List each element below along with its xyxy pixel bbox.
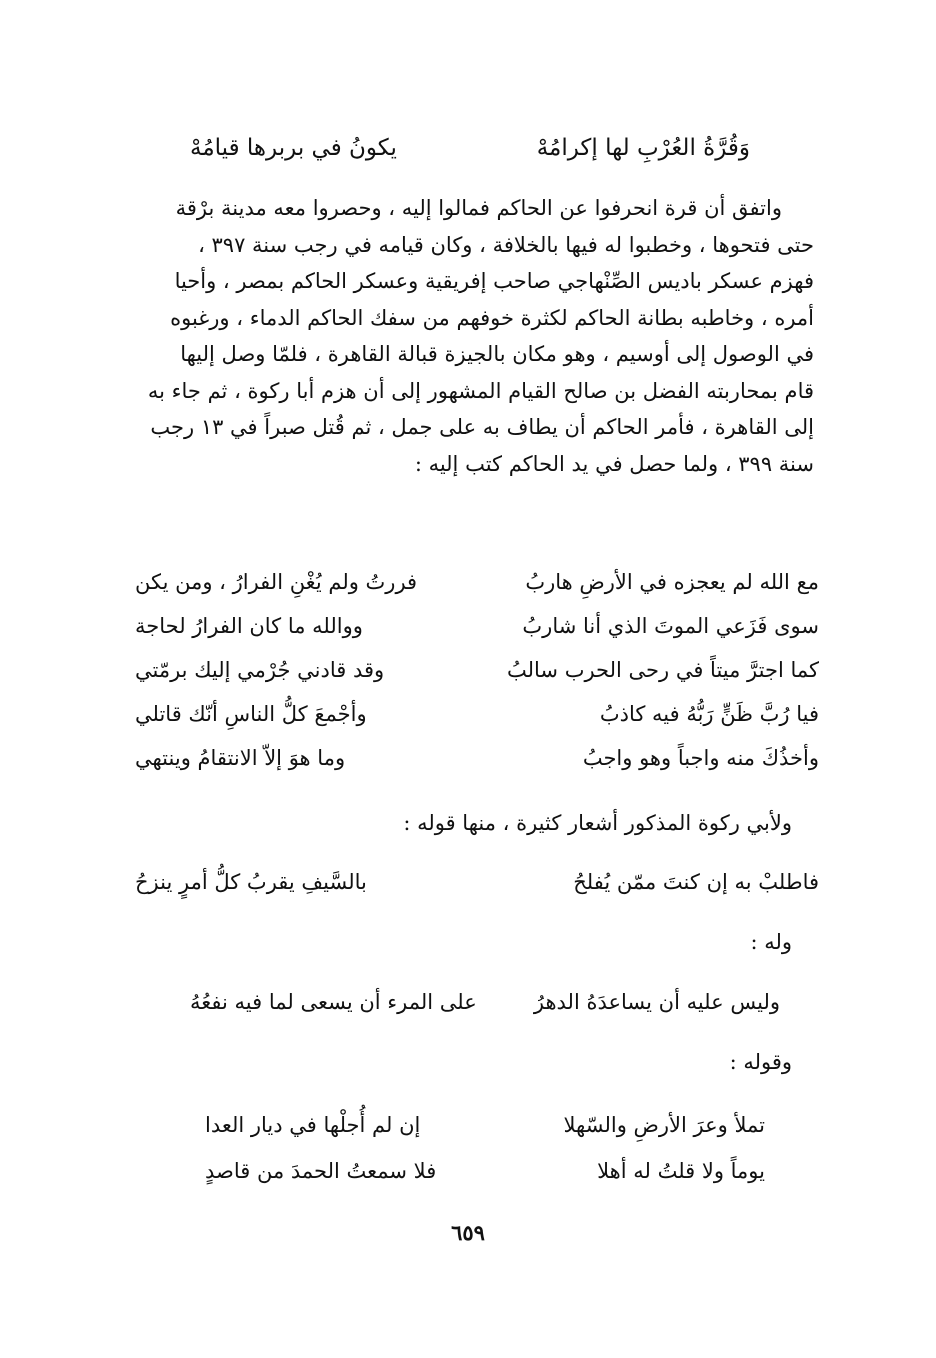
verse-left-hemistich: تملأ وعرَ الأرضِ والسّهلا [563, 1113, 765, 1137]
verse-right-hemistich: فلا سمعتُ الحمدَ من قاصدٍ [205, 1159, 437, 1183]
poem-verse [205, 1148, 765, 1194]
verse-left-hemistich: يوماً ولا قلتُ له أهلا [597, 1159, 765, 1183]
prose-line: واتفق أن قرة انحرفوا عن الحاكم فمالوا إليه ، وحصروا معه مدينة برْقة [175, 196, 782, 220]
verse-right-hemistich: ووالله ما كان الفرارُ لحاجة [135, 614, 363, 638]
poem-verse [135, 648, 819, 692]
verse-right-hemistich: على المرء أن يسعى لما فيه نفعُهُ [190, 990, 477, 1014]
verse-left-hemistich: وليس عليه أن يساعدَهُ الدهرُ [533, 990, 780, 1014]
verse-left-hemistich: كما اجترَّ ميتاً في رحى الحرب سالبُ [507, 658, 819, 682]
verse-left-hemistich: مع الله لم يعجزه في الأرضِ هاربُ [525, 570, 819, 594]
single-verse [190, 982, 780, 1022]
verse-right-hemistich: وأجْمعَ كلُّ الناسِ أنّك قاتلي [135, 702, 367, 726]
poem-introduction: ولأبي ركوة المذكور أشعار كثيرة ، منها قوله : [403, 811, 792, 835]
verse-left-hemistich: فاطلبْ به إن كنتَ ممّن يُفلحُ [573, 870, 819, 894]
page-number: ٦٥٩ [451, 1220, 485, 1245]
verse-left-hemistich: سوى فَزَعي الموتَ الذي أنا شاربُ [522, 614, 819, 638]
poem-block [135, 560, 819, 780]
single-verse [135, 862, 819, 902]
verse-right-hemistich: فررتُ ولم يُغْنِ الفرارُ ، ومن يكن [135, 570, 418, 594]
prose-line: في الوصول إلى أوسيم ، وهو مكان بالجيزة قبالة القاهرة ، فلمّا وصل إليها [180, 342, 814, 366]
poem-verse [135, 736, 819, 780]
opening-verse [190, 128, 750, 168]
poem-verse [205, 1102, 765, 1148]
verse-left-hemistich: فيا رُبَّ ظَنٍّ رَبُّهُ فيه كاذبُ [599, 702, 819, 726]
poem-introduction: وله : [750, 930, 792, 954]
poem-introduction: وقوله : [729, 1050, 792, 1074]
verse-right-hemistich: وقد قادني جُرْمي إليك برمّتي [135, 658, 385, 682]
prose-line: إلى القاهرة ، فأمر الحاكم أن يطاف به على جمل ، ثم قُتل صبراً في ١٣ رجب [150, 415, 814, 439]
verse-right-hemistich: وما هوَ إلاّ الانتقامُ وينتهي [135, 746, 346, 770]
prose-line: فهزم عسكر باديس الصِّنْهاجي صاحب إفريقية وعسكر الحاكم بمصر ، وأحيا [174, 269, 814, 293]
prose-paragraph [128, 190, 814, 482]
prose-line: حتى فتحوها ، وخطبوا له فيها بالخلافة ، وكان قيامه في رجب سنة ٣٩٧ ، [198, 232, 814, 257]
prose-line: سنة ٣٩٩ ، ولما حصل في يد الحاكم كتب إليه : [414, 451, 814, 476]
verse-left-hemistich: وأخذُكَ منه واجباً وهو واجبُ [582, 746, 819, 770]
poem-verse [135, 560, 819, 604]
verse-right-hemistich: إن لم أُجلْها في ديار العدا [205, 1113, 421, 1137]
verse-right-hemistich: بالسَّيفِ يقربُ كلُّ أمرٍ ينزحُ [135, 870, 367, 894]
poem-verse [135, 692, 819, 736]
poem-verse [135, 604, 819, 648]
prose-line: أمره ، وخاطبه بطانة الحاكم لكثرة خوفهم من سفك الحاكم الدماء ، ورغبوه [170, 305, 814, 330]
prose-line: قام بمحاربته الفضل بن صالح القيام المشهور إلى أن هزم أبا ركوة ، ثم جاء به [147, 378, 814, 403]
verse-left-hemistich: وَقُرَّةُ العُرْبِ لها إكرامُهْ [536, 135, 750, 161]
verse-right-hemistich: يكونُ في بربرها قيامُهْ [190, 135, 397, 161]
closing-poem [205, 1102, 765, 1194]
